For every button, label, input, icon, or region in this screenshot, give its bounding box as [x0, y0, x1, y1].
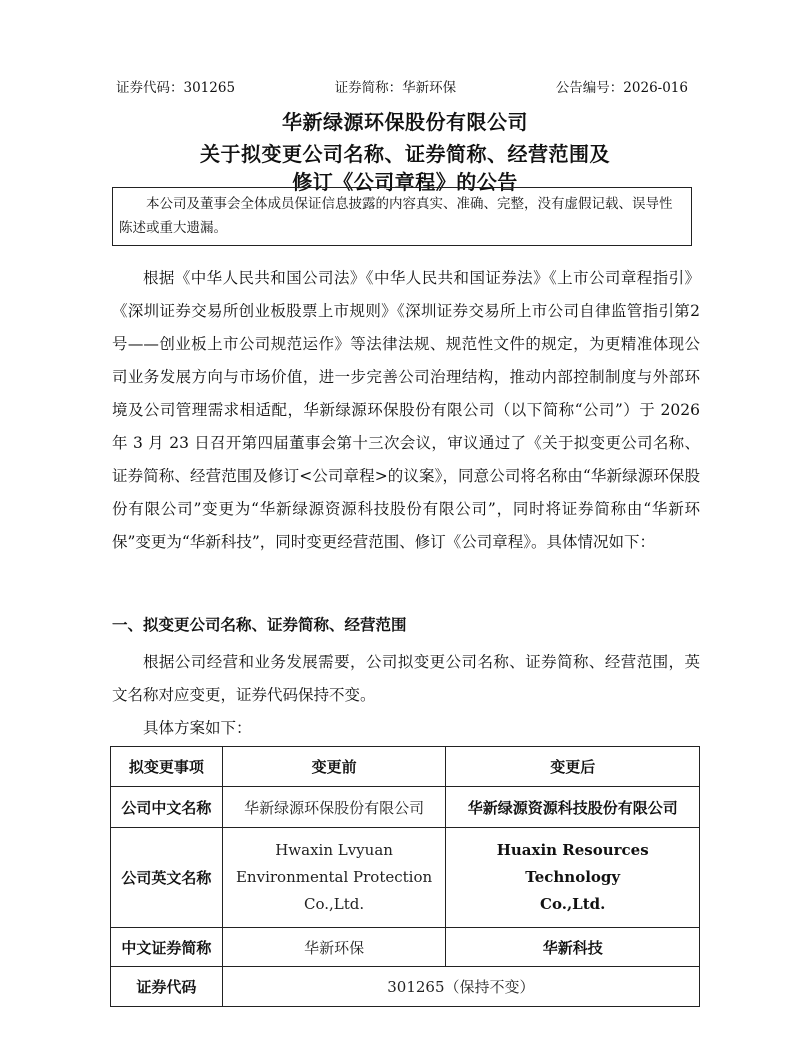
table-row — [111, 928, 700, 967]
stock-code: 证券代码：301265 — [116, 80, 236, 96]
row-label: 公司英文名称 — [111, 828, 223, 928]
header-line — [116, 76, 688, 96]
announcement-number: 公告编号：2026-016 — [555, 80, 688, 96]
english-name-before-line: Co.,Ltd. — [304, 895, 365, 913]
stock-abbreviation: 证券简称：华新环保 — [334, 80, 457, 96]
value-before — [222, 828, 446, 928]
english-name-after-line: Huaxin Resources Technology — [496, 841, 649, 886]
value-before: 华新环保 — [222, 928, 446, 967]
plan-intro: 具体方案如下： — [143, 719, 252, 737]
table-row — [111, 828, 700, 928]
intro-paragraph: 根据《中华人民共和国公司法》《中华人民共和国证券法》《上市公司章程指引》《深圳证券交易所创业板股票上市规则》《深圳证券交易所上市公司自律监管指引第2号——创业板上市公司规范运作》等法律法规、规范性文件的规定，为更精准体现公司业务发展方向与市场价值，进一步完善公司治理结构，推动内部控制制度与外部环境及公司管理需求相适配，华新绿源环保股份有限公司（以下简称“公司”）于 2026 年 3 月 23 日召开第四届董事会第十三次会议，审议通过了《关于拟变更公司名称、证券简称、经营范围及修订<公司章程>的议案》，同意公司将名称由“华新绿源环保股份有限公司”变更为“华新绿源资源科技股份有限公司”，同时将证券简称由“华新环保”变更为“华新科技”，同时变更经营范围、修订《公司章程》。具体情况如下： — [112, 269, 700, 551]
disclosure-notice-box: 本公司及董事会全体成员保证信息披露的内容真实、准确、完整，没有虚假记载、误导性陈述或重大遗漏。 — [112, 187, 692, 246]
value-before: 华新绿源环保股份有限公司 — [222, 787, 446, 828]
title-company: 华新绿源环保股份有限公司 — [282, 110, 528, 134]
table-row — [111, 787, 700, 828]
row-label: 公司中文名称 — [111, 787, 223, 828]
value-after — [446, 828, 700, 928]
english-name-before-line: Environmental Protection — [235, 868, 433, 886]
header-before: 变更前 — [222, 747, 446, 787]
value-after: 华新科技 — [446, 928, 700, 967]
header-after: 变更后 — [446, 747, 700, 787]
header-item: 拟变更事项 — [111, 747, 223, 787]
row-label: 中文证券简称 — [111, 928, 223, 967]
english-name-after-line: Co.,Ltd. — [540, 895, 606, 913]
title-subject-cont: 修订《公司章程》的公告 — [292, 170, 518, 194]
section-heading-1: 一、拟变更公司名称、证券简称、经营范围 — [112, 616, 407, 634]
name-change-table — [110, 746, 700, 1007]
english-name-before-line: Hwaxin Lvyuan — [275, 841, 393, 859]
value-merged: 301265（保持不变） — [222, 967, 699, 1007]
title-subject: 关于拟变更公司名称、证券简称、经营范围及 — [200, 142, 610, 166]
table-header-row — [111, 747, 700, 787]
value-after: 华新绿源资源科技股份有限公司 — [446, 787, 700, 828]
row-label: 证券代码 — [111, 967, 223, 1007]
section-1-paragraph: 根据公司经营和业务发展需要，公司拟变更公司名称、证券简称、经营范围，英文名称对应变更，证券代码保持不变。 — [112, 653, 700, 704]
table-row — [111, 967, 700, 1007]
